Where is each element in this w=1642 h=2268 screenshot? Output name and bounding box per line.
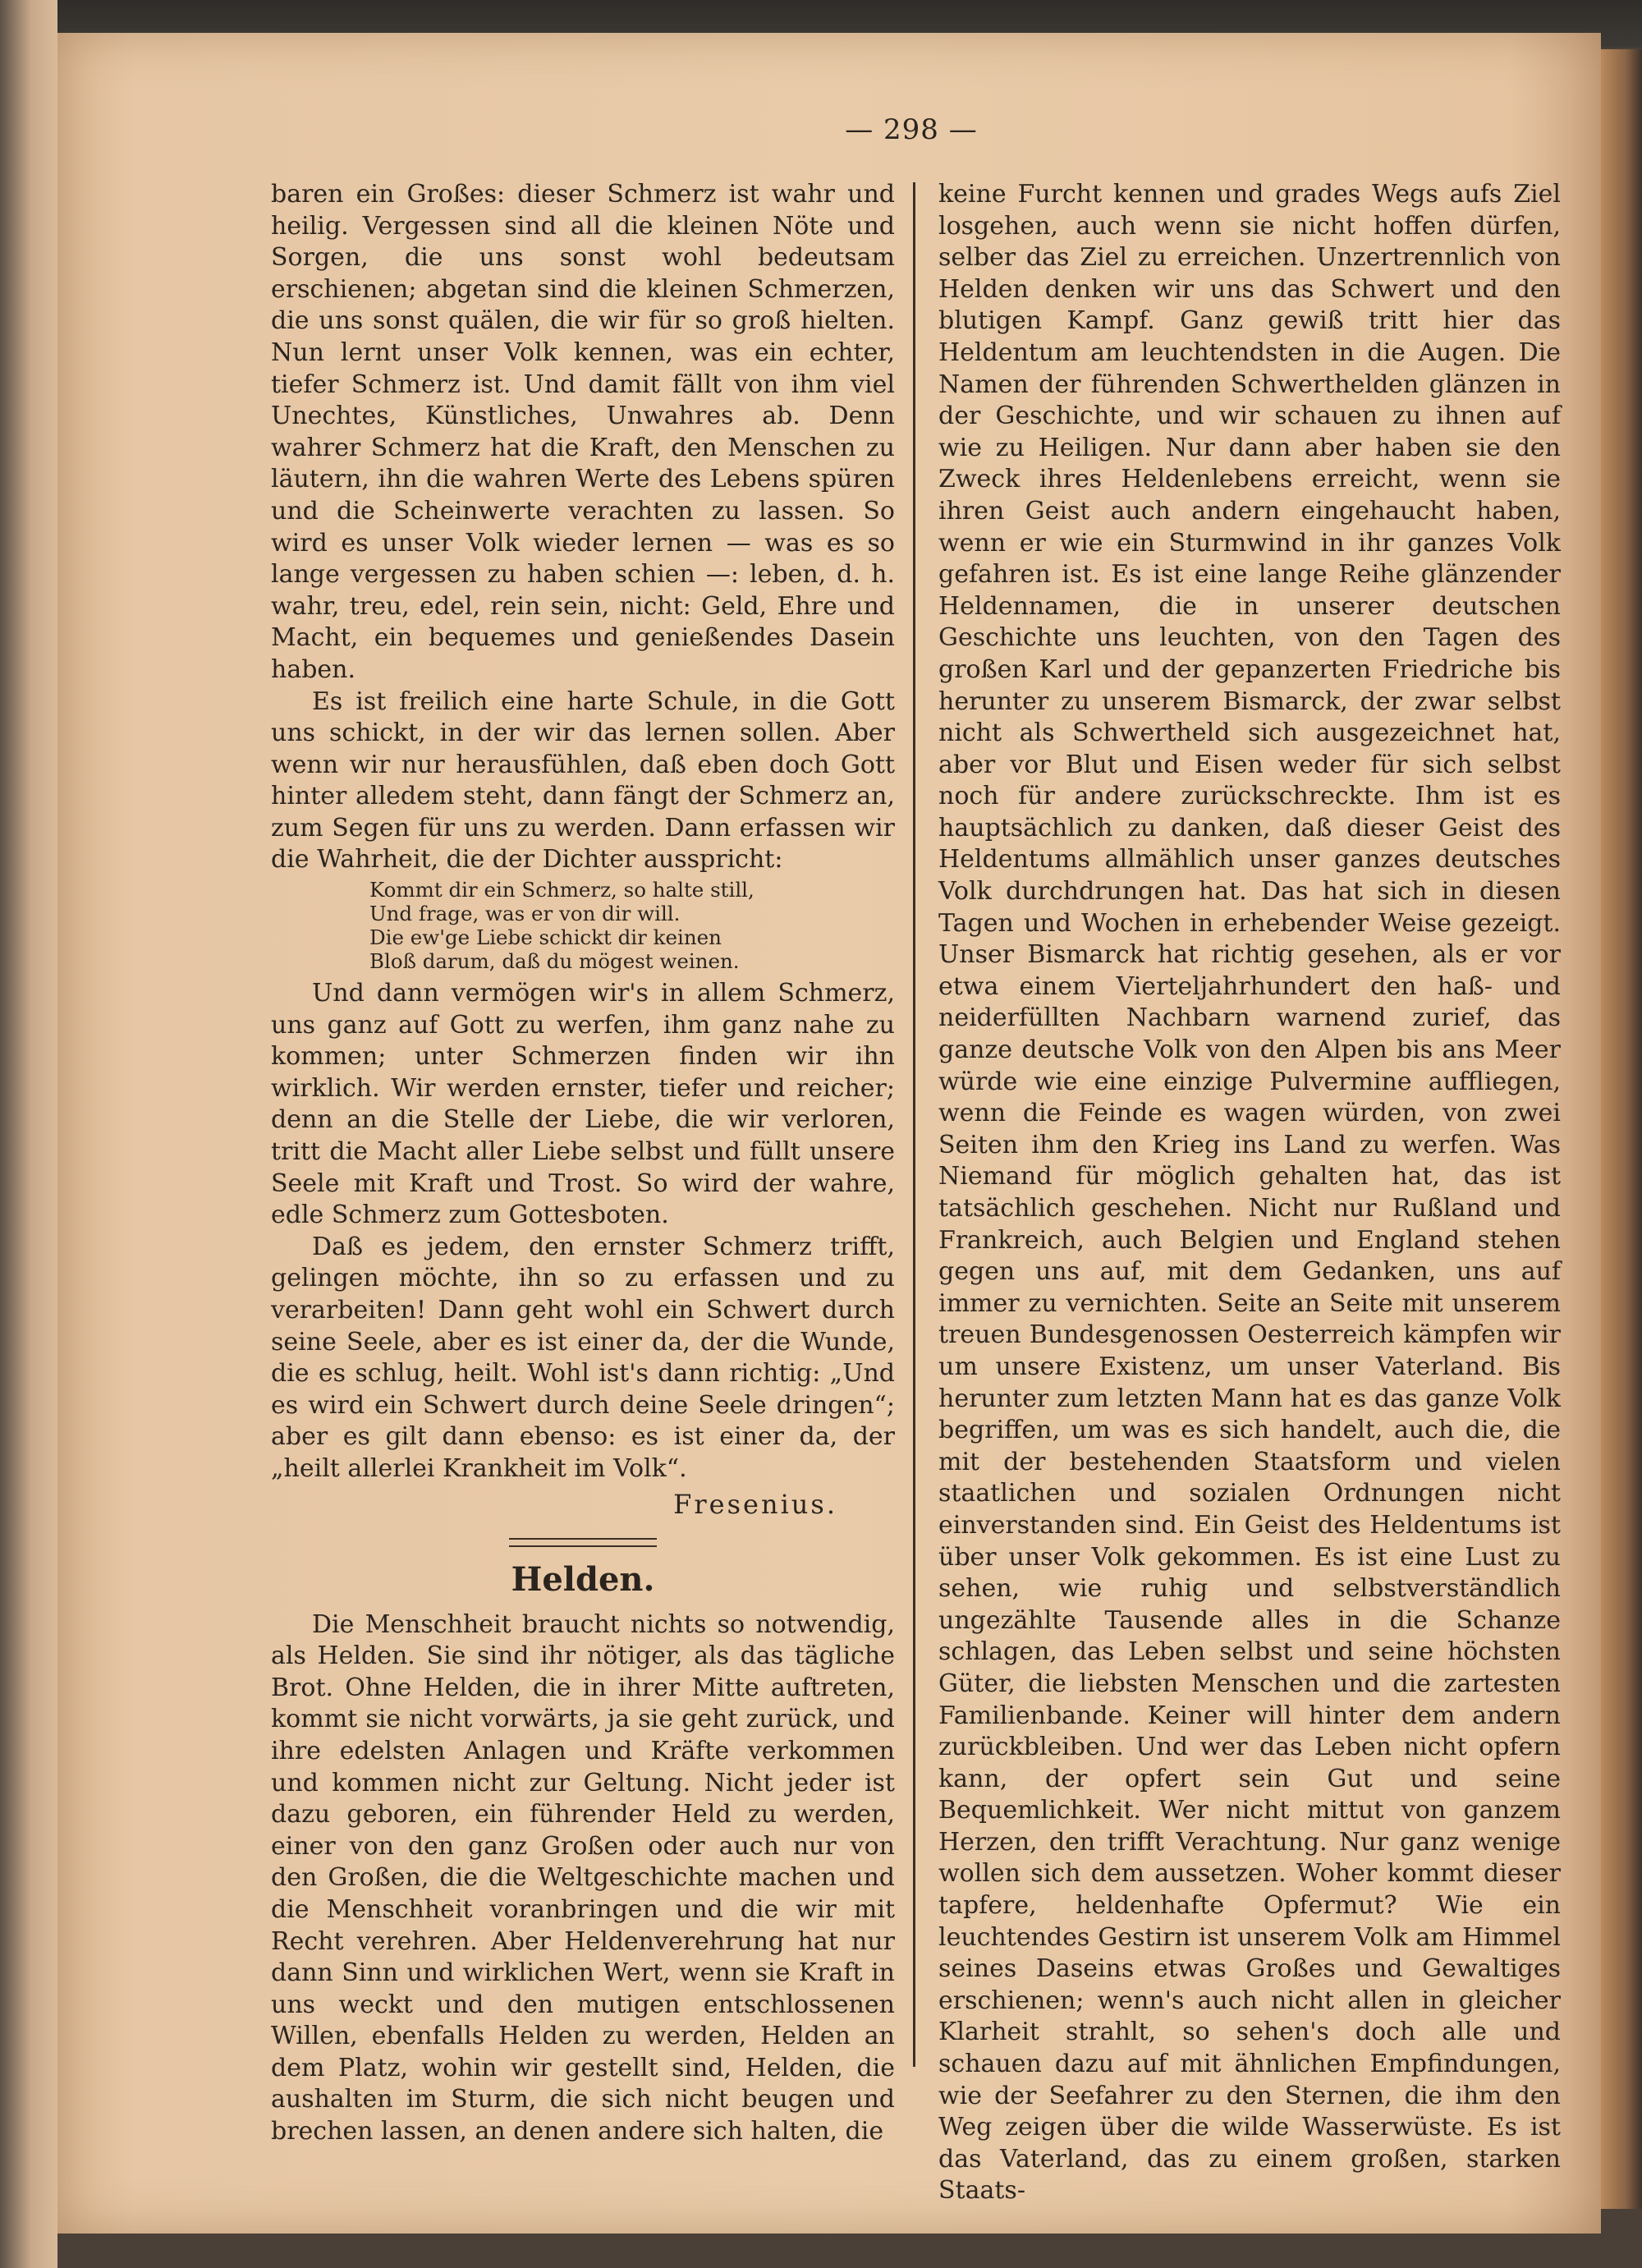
right-column bbox=[938, 179, 1561, 2207]
page-number: — 298 — bbox=[845, 113, 978, 146]
poem-line: Die ew'ge Liebe schickt dir keinen bbox=[369, 925, 722, 950]
left-column bbox=[271, 179, 895, 2148]
book-spine-shadow bbox=[0, 0, 57, 2268]
poem-line: Und frage, was er von dir will. bbox=[369, 902, 681, 926]
author-signature: Fresenius. bbox=[673, 1488, 837, 1520]
page-edge-shadow bbox=[1601, 49, 1642, 2209]
poem-line: Bloß darum, daß du mögest weinen. bbox=[369, 949, 740, 974]
paragraph: Die Menschheit braucht nichts so notwendig, als Helden. Sie sind ihr nötiger, als das tägliche Brot. Ohne Helden, die in ihrer Mitte auftreten, kommt sie nicht vorwärts, ja sie geht zurück, und ihre edelsten Anlagen und Kräfte verkommen und kommen nicht zur Geltung. Nicht jeder ist dazu geboren, ein führender Held zu werden, einer von den ganz Großen oder auch nur von den Großen, die die Weltgeschichte machen und die Menschheit voranbringen und die wir mit Recht verehren. Aber Heldenverehrung hat nur dann Sinn und wirklichen Wert, wenn sie Kraft in uns weckt und den mutigen entschlossenen Willen, ebenfalls Helden zu werden, Helden an dem Platz, wohin wir gestellt sind, Helden, die aushalten im Sturm, die sich nicht beugen und brechen lassen, an denen andere sich halten, die bbox=[271, 1609, 895, 2146]
paragraph: Daß es jedem, den ernster Schmerz trifft, gelingen möchte, ihn so zu erfassen und zu verarbeiten! Dann geht wohl ein Schwert durch seine Seele, aber es ist einer da, der die Wunde, die es schlug, heilt. Wohl ist's dann richtig: „Und es wird ein Schwert durch deine Seele dringen“; aber es gilt dann ebenso: es ist einer da, der „heilt allerlei Krankheit im Volk“. bbox=[271, 1232, 895, 1483]
section-divider bbox=[509, 1538, 657, 1547]
poem-quote bbox=[369, 878, 895, 973]
paragraph: Und dann vermögen wir's in allem Schmerz, uns ganz auf Gott zu werfen, ihm ganz nahe zu kommen; unter Schmerzen finden wir ihn wirklich. Wir werden ernster, tiefer und reicher; denn an die Stelle der Liebe, die wir verloren, tritt die Macht aller Liebe selbst und füllt unsere Seele mit Kraft und Trost. So wird der wahre, edle Schmerz zum Gottesboten. bbox=[271, 979, 895, 1230]
column-divider bbox=[913, 182, 915, 2067]
paragraph: keine Furcht kennen und grades Wegs aufs Ziel losgehen, auch wenn sie nicht hoffen dürfen, selber das Ziel zu erreichen. Unzertrennlich von Helden denken wir uns das Schwert und den blutigen Kampf. Ganz gewiß tritt hier das Heldentum am leuchtendsten in die Augen. Die Namen der führenden Schwerthelden glänzen in der Geschichte, und wir schauen zu ihnen auf wie zu Heiligen. Nur dann aber haben sie den Zweck ihres Heldenlebens erreicht, wenn sie ihren Geist auch andern eingehaucht haben, wenn er wie ein Sturmwind in ihr ganzes Volk gefahren ist. Es ist eine lange Reihe glänzender Heldennamen, die in unserer deutschen Geschichte uns leuchten, von den Tagen des großen Karl und der gepanzerten Friedriche bis herunter zu unserem Bismarck, der zwar selbst nicht als Schwertheld sich ausgezeichnet hat, aber vor Blut und Eisen weder für sich selbst noch für andere zurückschreckte. Ihm ist es hauptsächlich zu danken, daß dieser Geist des Heldentums allmählich unser ganzes deutsches Volk durchdrungen hat. Das hat sich in diesen Tagen und Wochen in erhebender Weise gezeigt. Unser Bismarck hat richtig gesehen, als er vor etwa einem Vierteljahrhundert den haß- und neiderfüllten Nachbarn warnend zurief, das ganze deutsche Volk von den Alpen bis ans Meer würde wie eine einzige Pulvermine auffliegen, wenn die Feinde es wagen würden, von zwei Seiten ihm den Krieg ins Land zu werfen. Was Niemand für möglich gehalten hat, das ist tatsächlich geschehen. Nicht nur Rußland und Frankreich, auch Belgien und England stehen gegen uns auf, mit dem Gedanken, uns auf immer zu vernichten. Seite an Seite mit unserem treuen Bundesgenossen Oesterreich kämpfen wir um unsere Existenz, um unser Vaterland. Bis herunter zum letzten Mann hat es das ganze Volk begriffen, um was es sich handelt, auch die, die mit der bestehenden Staatsform und vielen staatlichen und sozialen Ordnungen nicht einverstanden sind. Ein Geist des Heldentums ist über unser Volk gekommen. Es ist eine Lust zu sehen, wie ruhig und selbstverständlich ungezählte Tausende alles in die Schanze schlagen, das Leben selbst und seine höchsten Güter, die liebsten Menschen und die zartesten Familienbande. Keiner will hinter dem andern zurückbleiben. Und wer das Leben nicht opfern kann, der opfert sein Gut und seine Bequemlichkeit. Wer nicht mittut von ganzem Herzen, den trifft Verachtung. Nur ganz wenige wollen sich dem aussetzen. Woher kommt dieser tapfere, heldenhafte Opfermut? Wie ein leuchtendes Gestirn ist unserem Volk am Himmel seines Daseins etwas Großes und Gewaltiges erschienen; wenn's auch nicht allen in gleicher Klarheit strahlt, so sehen's doch alle und schauen dazu auf mit ähnlichen Empfindungen, wie der Seefahrer zu den Sternen, die ihm den Weg zeigen über die wilde Wasserwüste. Es ist das Vaterland, das zu einem großen, starken Staats- bbox=[938, 180, 1561, 2206]
poem-line: Kommt dir ein Schmerz, so halte still, bbox=[369, 878, 754, 902]
section-title: Helden. bbox=[511, 1559, 655, 1599]
paragraph: Es ist freilich eine harte Schule, in die Gott uns schickt, in der wir das lernen sollen. Aber wenn wir nur herausfühlen, daß eben doch Gott hinter alledem steht, dann fängt der Schmerz an, zum Segen für uns zu werden. Dann erfassen wir die Wahrheit, die der Dichter ausspricht: bbox=[271, 686, 895, 875]
paragraph: baren ein Großes: dieser Schmerz ist wahr und heilig. Vergessen sind all die kleinen Nöte und Sorgen, die uns sonst wohl bedeutsam erschienen; abgetan sind die kleinen Schmerzen, die uns sonst quälen, die wir für so groß hielten. Nun lernt unser Volk kennen, was ein echter, tiefer Schmerz ist. Und damit fällt von ihm viel Unechtes, Künstliches, Unwahres ab. Denn wahrer Schmerz hat die Kraft, den Menschen zu läutern, ihn die wahren Werte des Lebens spüren und die Scheinwerte verachten zu lassen. So wird es unser Volk wieder lernen — was es so lange vergessen zu haben schien —: leben, d. h. wahr, treu, edel, rein sein, nicht: Geld, Ehre und Macht, ein bequemes und genießendes Dasein haben. bbox=[271, 180, 895, 684]
